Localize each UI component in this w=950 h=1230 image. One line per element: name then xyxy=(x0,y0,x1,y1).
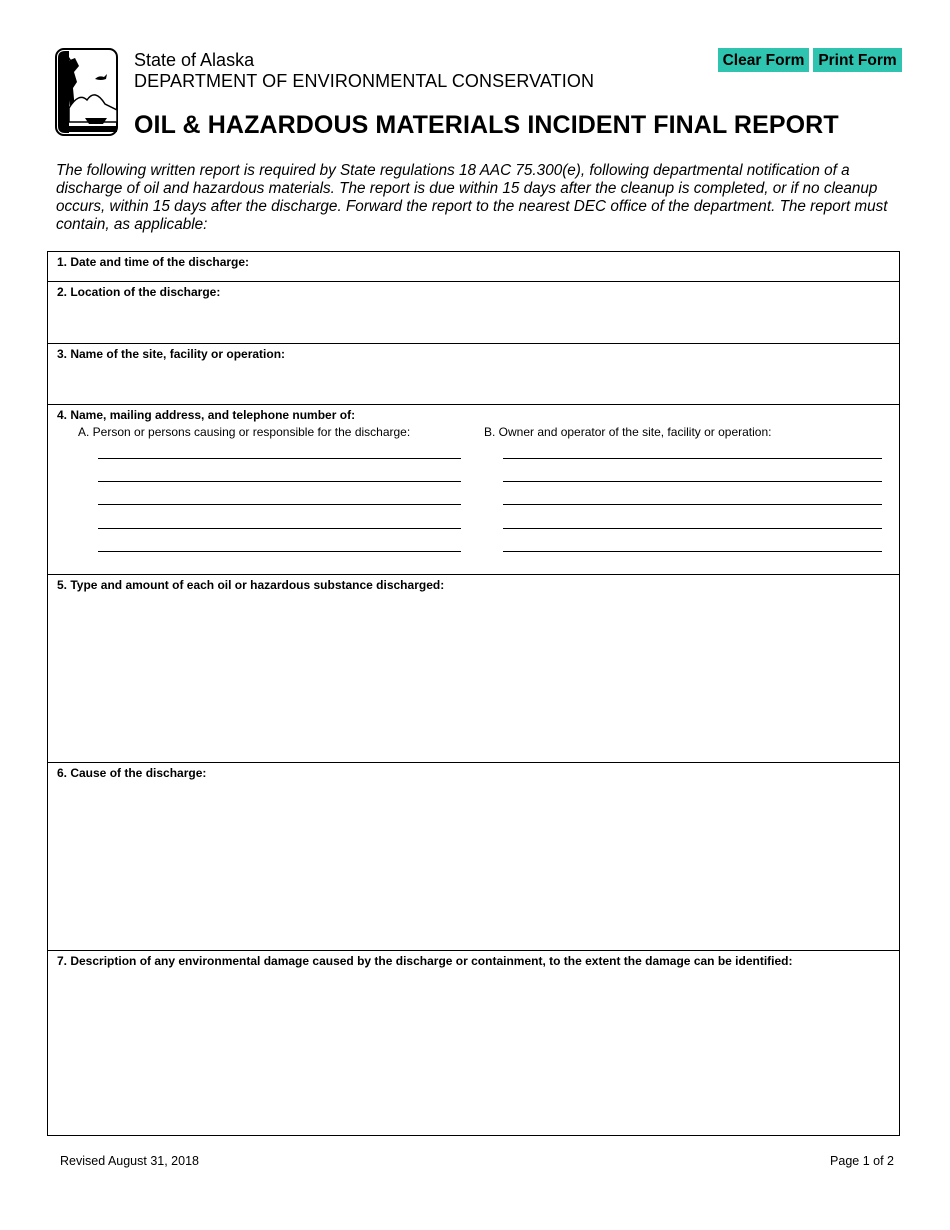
section-substance xyxy=(48,574,899,762)
section-label: 7. Description of any environmental damage caused by the discharge or containment, to the extent the damage can be identified: xyxy=(57,954,793,968)
date-time-field[interactable] xyxy=(318,254,890,278)
clear-form-button[interactable]: Clear Form xyxy=(718,48,809,72)
owner-operator-line-3[interactable] xyxy=(503,504,882,505)
location-field[interactable] xyxy=(57,302,890,340)
cause-field[interactable] xyxy=(57,783,890,945)
section-site-name xyxy=(48,343,899,404)
section-cause xyxy=(48,762,899,950)
substance-field[interactable] xyxy=(57,595,890,757)
owner-operator-line-4[interactable] xyxy=(503,528,882,529)
owner-operator-line-2[interactable] xyxy=(503,481,882,482)
report-form xyxy=(47,251,900,1136)
section-contacts xyxy=(48,404,899,574)
responsible-party-label: A. Person or persons causing or responsible for the discharge: xyxy=(78,425,411,439)
environmental-damage-field[interactable] xyxy=(57,971,890,1131)
site-name-field[interactable] xyxy=(57,364,890,402)
section-label: 4. Name, mailing address, and telephone number of: xyxy=(57,408,356,422)
section-label: 3. Name of the site, facility or operation: xyxy=(57,347,286,361)
section-date-time xyxy=(48,252,899,281)
state-name: State of Alaska xyxy=(134,50,255,70)
section-label: 6. Cause of the discharge: xyxy=(57,766,207,780)
revision-date: Revised August 31, 2018 xyxy=(60,1154,199,1168)
alaska-dec-logo xyxy=(55,48,118,136)
intro-paragraph: The following written report is required by State regulations 18 AAC 75.300(e), following departmental notification of a discharge of oil and hazardous materials. The report is due within 15 days after the cleanup is completed, or if no cleanup occurs, within 15 days after the discharge. Forward the report to the nearest DEC office of the department. The report must contain, as applicable: xyxy=(56,162,888,233)
section-label: 5. Type and amount of each oil or hazardous substance discharged: xyxy=(57,578,445,592)
page-number: Page 1 of 2 xyxy=(830,1154,894,1168)
section-environmental-damage xyxy=(48,950,899,1135)
responsible-party-line-1[interactable] xyxy=(98,458,461,459)
section-label: 2. Location of the discharge: xyxy=(57,285,221,299)
owner-operator-line-5[interactable] xyxy=(503,551,882,552)
responsible-party-line-5[interactable] xyxy=(98,551,461,552)
section-label: 1. Date and time of the discharge: xyxy=(57,255,250,269)
responsible-party-line-4[interactable] xyxy=(98,528,461,529)
print-form-button[interactable]: Print Form xyxy=(813,48,902,72)
responsible-party-line-3[interactable] xyxy=(98,504,461,505)
department-name: DEPARTMENT OF ENVIRONMENTAL CONSERVATION xyxy=(134,71,595,91)
responsible-party-line-2[interactable] xyxy=(98,481,461,482)
owner-operator-label: B. Owner and operator of the site, facility or operation: xyxy=(484,425,772,439)
page-title: OIL & HAZARDOUS MATERIALS INCIDENT FINAL REPORT xyxy=(134,111,839,139)
owner-operator-line-1[interactable] xyxy=(503,458,882,459)
section-location xyxy=(48,281,899,343)
